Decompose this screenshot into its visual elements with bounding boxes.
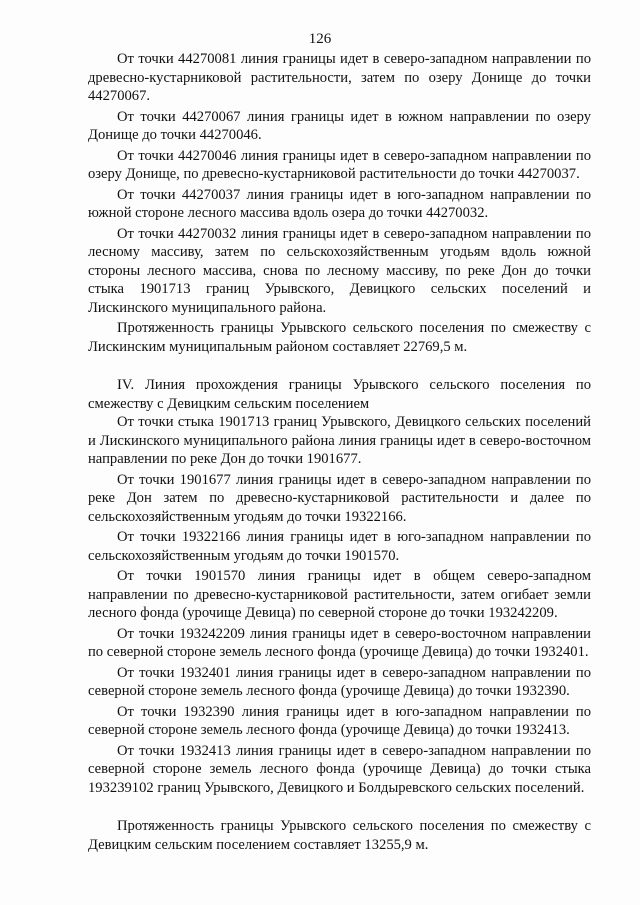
paragraph: От точки 44270046 линия границы идет в северо-западном направлении по озеру Донище, по древесно-кустарниковой растительности до точки 44270037. (88, 147, 591, 182)
paragraph: Протяженность границы Урывского сельского поселения по смежеству с Девицким сельским поселением составляет 13255,9 м. (88, 818, 591, 853)
paragraph: От точки 1932390 линия границы идет в юго-западном направлении по северной стороне земель лесного фонда (урочище Девица) до точки 1932413. (88, 703, 591, 738)
document-body (88, 50, 591, 854)
paragraph: От точки 1932413 линия границы идет в северо-западном направлении по северной стороне земель лесного фонда (урочище Девица) до точки стыка 193239102 границ Урывского, Девицкого и Болдыревского сельских поселений. (88, 742, 591, 796)
paragraph: От точки 193242209 линия границы идет в северо-восточном направлении по северной стороне земель лесного фонда (урочище Девица) до точки 1932401. (88, 625, 591, 660)
paragraph: От точки 19322166 линия границы идет в юго-западном направлении по сельскохозяйственным угодьям до точки 1901570. (88, 529, 591, 564)
paragraph: От точки 1901677 линия границы идет в северо-западном направлении по реке Дон затем по древесно-кустарниковой растительности и далее по сельскохозяйственным угодьям до точки 19322166. (88, 471, 591, 525)
paragraph: От точки 44270032 линия границы идет в северо-западном направлении по лесному массиву, затем по сельскохозяйственным угодьям вдоль южной стороны лесного массива, снова по лесному массиву, по реке Дон до точки стыка 1901713 границ Урывского, Девицкого сельских поселений и Лискинского муниципального района. (88, 225, 591, 316)
paragraph: От точки 1932401 линия границы идет в северо-западном направлении по северной стороне земель лесного фонда (урочище Девица) до точки 1932390. (88, 664, 591, 699)
section-heading: IV. Линия прохождения границы Урывского сельского поселения по смежеству с Девицким сельским поселением (88, 377, 591, 412)
paragraph: От точки 44270067 линия границы идет в южном направлении по озеру Донище до точки 44270046. (88, 108, 591, 143)
paragraph: От точки 1901570 линия границы идет в общем северо-западном направлении по древесно-кустарниковой растительности, затем огибает земли лесного фонда (урочище Девица) по северной стороне до точки 193242209. (88, 568, 591, 621)
paragraph: Протяженность границы Урывского сельского поселения по смежеству с Лискинским муниципальным районом составляет 22769,5 м. (88, 320, 591, 355)
page-number: 126 (308, 31, 332, 47)
paragraph: От точки 44270037 линия границы идет в юго-западном направлении по южной стороне лесного массива вдоль озера до точки 44270032. (88, 186, 591, 221)
paragraph: От точки 44270081 линия границы идет в северо-западном направлении по древесно-кустарниковой растительности, затем по озеру Донище до точки 44270067. (88, 51, 591, 104)
paragraph: От точки стыка 1901713 границ Урывского, Девицкого сельских поселений и Лискинского муниципального района линия границы идет в северо-восточном направлении по реке Дон до точки 1901677. (88, 414, 591, 467)
